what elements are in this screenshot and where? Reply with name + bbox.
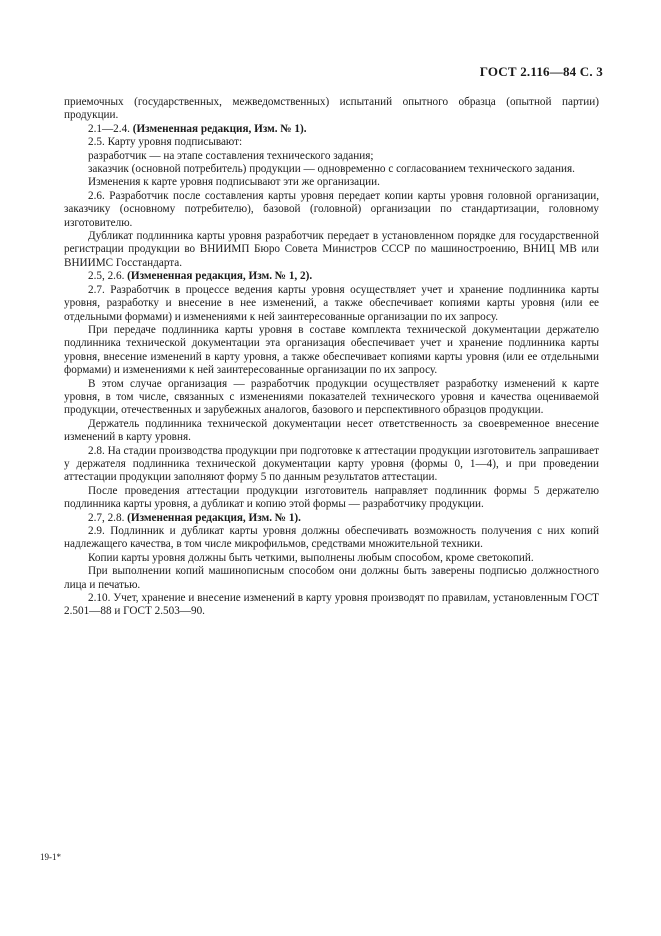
paragraph-text: Дубликат подлинника карты уровня разработчик передает в установленном порядке для государственной регистрации продукции во ВНИИМП Бюро Совета Министров СССР по машиностроению, ВНИЦ МВ или ВНИИМС Госстандарта. (64, 230, 599, 269)
paragraph (64, 485, 599, 512)
paragraph (64, 96, 599, 123)
paragraph-text: При выполнении копий машинописным способом они должны быть заверены подписью должностного лица и печатью. (64, 565, 599, 591)
paragraph-text: 2.5. Карту уровня подписывают: (88, 136, 243, 149)
paragraph (64, 136, 599, 149)
paragraph (64, 230, 599, 270)
paragraph (64, 525, 599, 552)
paragraph-text: Копии карты уровня должны быть четкими, выполнены любым способом, кроме светокопий. (88, 551, 534, 564)
paragraph (64, 324, 599, 378)
paragraph (64, 150, 599, 163)
paragraph-text: Изменения к карте уровня подписывают эти же организации. (88, 176, 380, 189)
amendment-note: (Измененная редакция, Изм. № 1). (127, 511, 301, 524)
paragraph (64, 592, 599, 619)
amendment-note: (Измененная редакция, Изм. № 1). (132, 122, 307, 135)
paragraph-text: После проведения аттестации продукции изготовитель направляет подлинник формы 5 держателю подлинника карты уровня, а дубликат и копию этой формы — разработчику продукции. (64, 484, 599, 511)
document-body (64, 96, 599, 619)
paragraph (64, 270, 599, 283)
paragraph-text: 2.5, 2.6. (88, 270, 128, 283)
paragraph (64, 565, 599, 592)
paragraph-text: 2.6. Разработчик после составления карты уровня передает копии карты уровня головной организации, заказчику (основному потребителю), базовой (головной) организации по стандартизации, головному изготовителю. (64, 189, 599, 229)
page-header: ГОСТ 2.116—84 С. 3 (479, 64, 603, 79)
paragraph-text: приемочных (государственных, межведомственных) испытаний опытного образца (опытной партии) продукции. (64, 96, 599, 122)
paragraph (64, 378, 599, 418)
paragraph-text: В этом случае организация — разработчик продукции осуществляет разработку изменений к карте уровня, в том числе, связанных с изменениями показателей технического уровня и качества оцениваемой продукции, отечественных и зарубежных аналогов, базового и перспективного образцов продукции. (64, 377, 599, 417)
paragraph (64, 552, 599, 565)
paragraph-text: заказчик (основной потребитель) продукции — одновременно с согласованием технического задания. (88, 163, 575, 176)
paragraph-text: При передаче подлинника карты уровня в составе комплекта технической документации держателю подлинника технической документации эта организация обеспечивает учет и хранение подлинника карты уровня, внесение изменений в карту уровня, а также обеспечивает копиями карты уровня (или ее отдельными формами) и изменениями к ней заинтересованные организации по их запросу. (64, 323, 599, 377)
paragraph (64, 123, 599, 136)
paragraph-text: 2.7. Разработчик в процессе ведения карты уровня осуществляет учет и хранение подлинника карты уровня, разработку и внесение в нее изменений, а также обеспечивает копиями карты уровня (или ее отдельными формами) и изменениями к ней заинтересованные организации по их запросу. (64, 283, 599, 323)
paragraph (64, 163, 599, 176)
paragraph-text: 2.7, 2.8. (88, 511, 128, 524)
paragraph-text: 2.1—2.4. (88, 122, 133, 135)
paragraph-text: Держатель подлинника технической документации несет ответственность за своевременное внесение изменений в карту уровня. (64, 417, 599, 444)
paragraph (64, 512, 599, 525)
amendment-note: (Измененная редакция, Изм. № 1, 2). (127, 270, 313, 283)
paragraph (64, 176, 599, 189)
paragraph-text: разработчик — на этапе составления технического задания; (88, 149, 374, 162)
paragraph (64, 445, 599, 485)
paragraph (64, 418, 599, 445)
paragraph-text: 2.9. Подлинник и дубликат карты уровня должны обеспечивать возможность получения с них копий надлежащего качества, в том числе микрофильмов, средствами множительной техники. (64, 525, 599, 551)
paragraph (64, 284, 599, 324)
paragraph-text: 2.8. На стадии производства продукции при подготовке к аттестации продукции изготовитель запрашивает у держателя подлинника технической документации карту уровня (формы 0, 1—4), и при проведении аттестации продукции заполняют форму 5 по данным результатов аттестации. (64, 444, 599, 484)
paragraph (64, 190, 599, 230)
paragraph-text: 2.10. Учет, хранение и внесение изменений в карту уровня производят по правилам, установленным ГОСТ 2.501—88 и ГОСТ 2.503—90. (64, 592, 599, 618)
page-footer-mark: 19-1* (40, 852, 61, 862)
